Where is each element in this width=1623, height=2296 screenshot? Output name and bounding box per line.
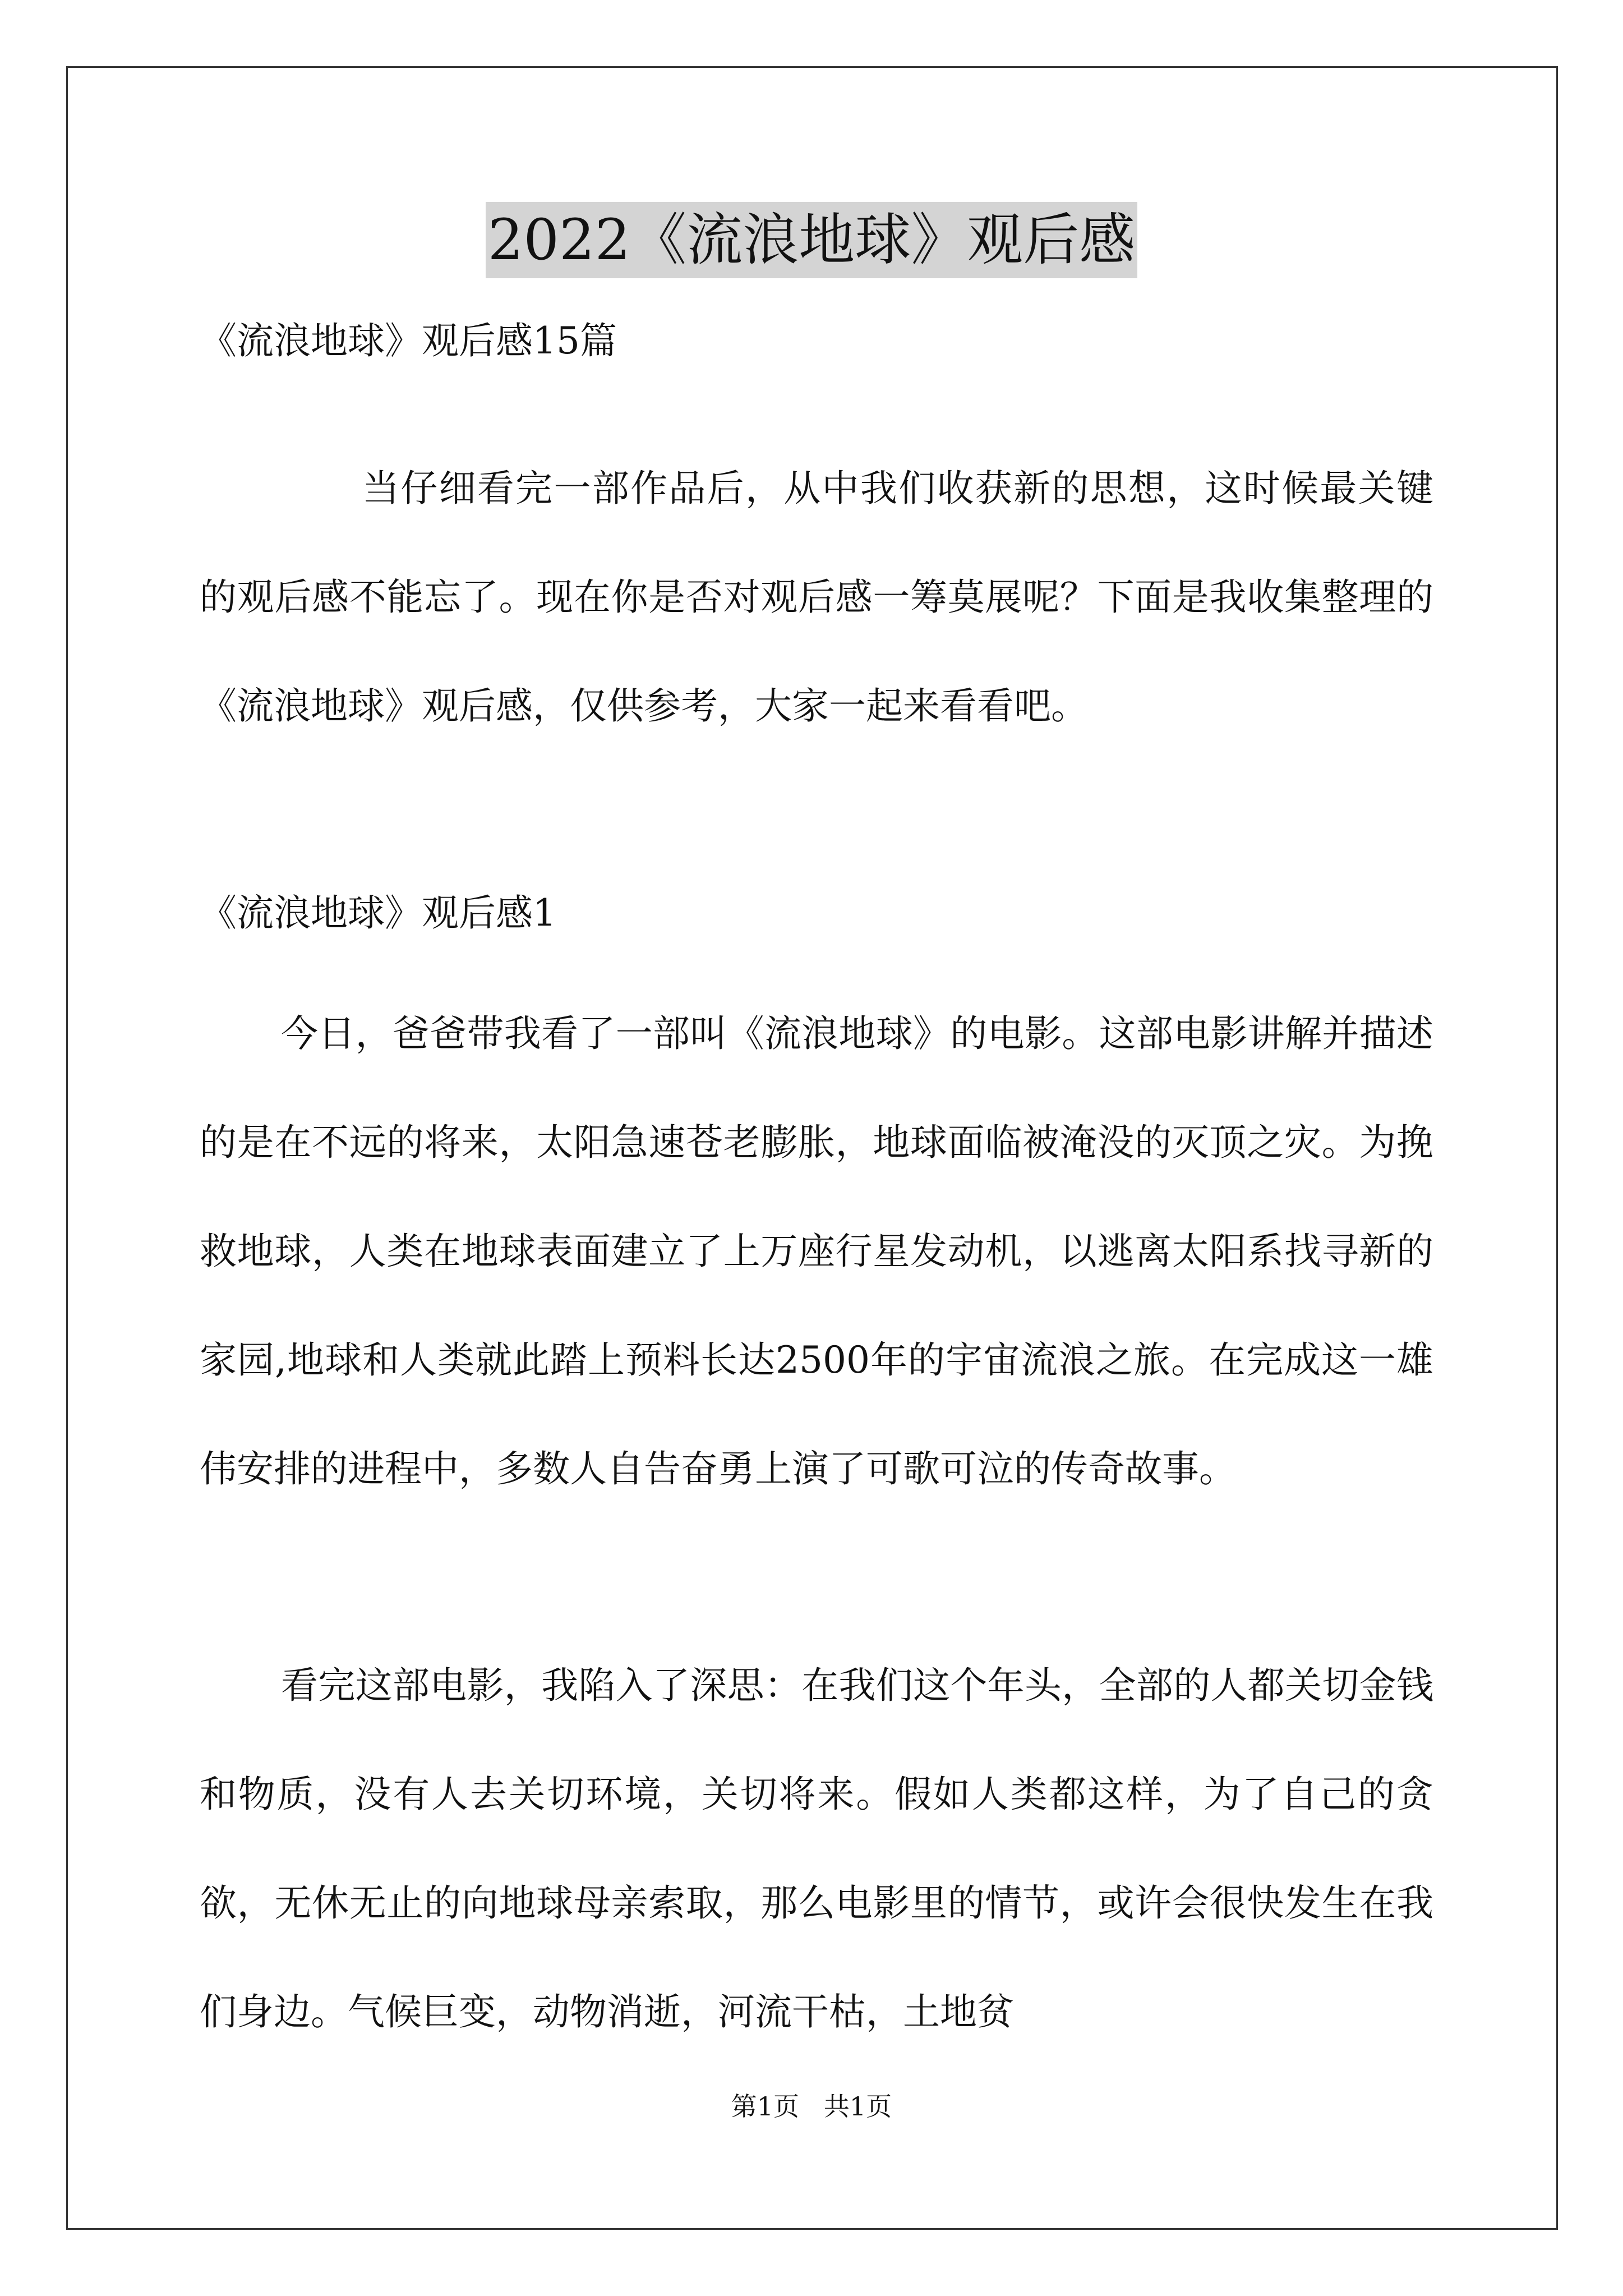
- section-heading: 《流浪地球》观后感1: [200, 891, 556, 935]
- intro-paragraph: 当仔细看完一部作品后，从中我们收获新的思想，这时候最关键的观后感不能忘了。现在你是否对观后感一筹莫展呢？下面是我收集整理的《流浪地球》观后感，仅供参考，大家一起来看看吧。: [200, 467, 1433, 728]
- title-container: [0, 202, 1623, 278]
- page-footer: 第1页 共1页: [731, 2091, 892, 2122]
- document-title: 2022《流浪地球》观后感: [486, 202, 1138, 278]
- body-paragraph: 看完这部电影，我陷入了深思：在我们这个年头，全部的人都关切金钱和物质，没有人去关切环境，关切将来。假如人类都这样，为了自己的贪欲，无休无止的向地球母亲索取，那么电影里的情节，或许会很快发生在我们身边。气候巨变，动物消逝，河流干枯，土地贫: [200, 1664, 1433, 2033]
- document-subtitle: 《流浪地球》观后感15篇: [200, 319, 617, 362]
- body-paragraph: 今日，爸爸带我看了一部叫《流浪地球》的电影。这部电影讲解并描述的是在不远的将来，太阳急速苍老膨胀，地球面临被淹没的灭顶之灾。为挽救地球，人类在地球表面建立了上万座行星发动机，以逃离太阳系找寻新的家园,地球和人类就此踏上预料长达2500年的宇宙流浪之旅。在完成这一雄伟安排的进程中，多数人自告奋勇上演了可歌可泣的传奇故事。: [200, 1012, 1433, 1490]
